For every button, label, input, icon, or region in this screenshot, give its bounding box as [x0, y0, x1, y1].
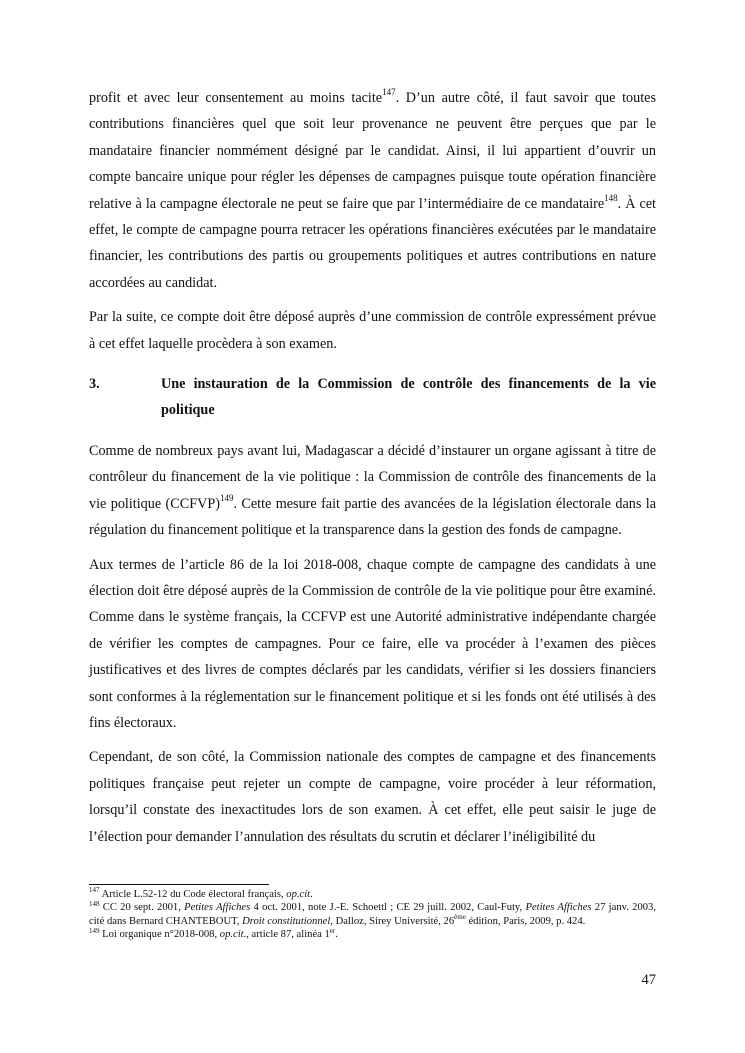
section-number: 3. — [89, 376, 100, 393]
footnote: $^{147}$ Article L.52-12 du Code électoral français, op.cit. — [89, 886, 313, 900]
footnote: $^{148}$ CC 20 sept. 2001, Petites Affiches 4 oct. 2001, note J.-E. Schoettl ; CE 29 juill. 2002, Caul-Futy, Petites Affiches 27 janv. 2003, cité dans Bernard CHANTEBOUT, Droit constitutionnel, Dalloz, Sirey Université, 26ème édition, Paris, 2009, p. 424. — [89, 899, 656, 927]
page-number: 47 — [641, 972, 656, 988]
footnote-separator — [89, 884, 269, 885]
paragraph: Aux termes de l’article 86 de la loi 2018-008, chaque compte de campagne des candidats à une élection doit être déposé auprès de la Commission de contrôle de la vie politique pour être examiné. Comme dans le système français, la CCFVP est une Autorité administrative indépendante chargée de vérifier les comptes de campagnes. Pour ce faire, elle va procéder à l’examen des pièces justificatives et des livres de comptes déclarés par les candidats, vérifier si les dossiers financiers sont conformes à la réglementation sur le financement politique et si les fonds ont été utilisés à des fins électoraux. — [89, 556, 656, 731]
footnote-ref[interactable]: 147 — [382, 87, 396, 98]
footnotes — [89, 888, 656, 942]
body-text — [89, 85, 656, 858]
footnote-ref[interactable]: 148 — [604, 192, 618, 203]
paragraph: Cependant, de son côté, la Commission nationale des comptes de campagne et des financements politiques française peut rejeter un compte de campagne, voire procéder à leur réformation, lorsqu’il constate des inexactitudes lors de son examen. À cet effet, elle peut saisir le juge de l’élection pour demander l’annulation des résultats du scrutin et déclarer l’inéligibilité du — [89, 749, 656, 845]
paragraph: Comme de nombreux pays avant lui, Madagascar a décidé d’instaurer un organe agissant à titre de contrôleur du financement de la vie politique : la Commission de contrôle des financements de la vie politique (CCFVP)$^{149}$. Cette mesure fait partie des avancées de la législation électorale dans la régulation du financement politique et la transparence dans la gestion des fonds de campagne. — [89, 442, 656, 539]
paragraph: Par la suite, ce compte doit être déposé auprès d’une commission de contrôle expressément prévue à cet effet laquelle procèdera à son examen. — [89, 309, 656, 352]
section-title: Une instauration de la Commission de contrôle des financements de la vie politique — [161, 376, 656, 419]
paragraph: profit et avec leur consentement au moins tacite$^{147}$. D’un autre côté, il faut savoir que toutes contributions financières quel que soit leur provenance ne peuvent être perçues que par le mandataire financier nommément désigné par le candidat. Ainsi, il lui appartient d’ouvrir un compte bancaire unique pour régler les dépenses de campagnes puisque toute opération financière relative à la campagne électorale ne peut se faire que par l’intermédiaire de ce mandataire$^{148}$. À cet effet, le compte de campagne pourra retracer les opérations financières exécutées par le mandataire financier, les contributions des partis ou groupements politiques et autres contributions en nature accordées au candidat. — [89, 87, 656, 291]
footnote-ref[interactable]: 149 — [219, 492, 234, 503]
section-heading — [89, 371, 656, 424]
footnote: $^{149}$ Loi organique n°2018-008, op.cit., article 87, alinéa 1er. — [89, 926, 338, 941]
